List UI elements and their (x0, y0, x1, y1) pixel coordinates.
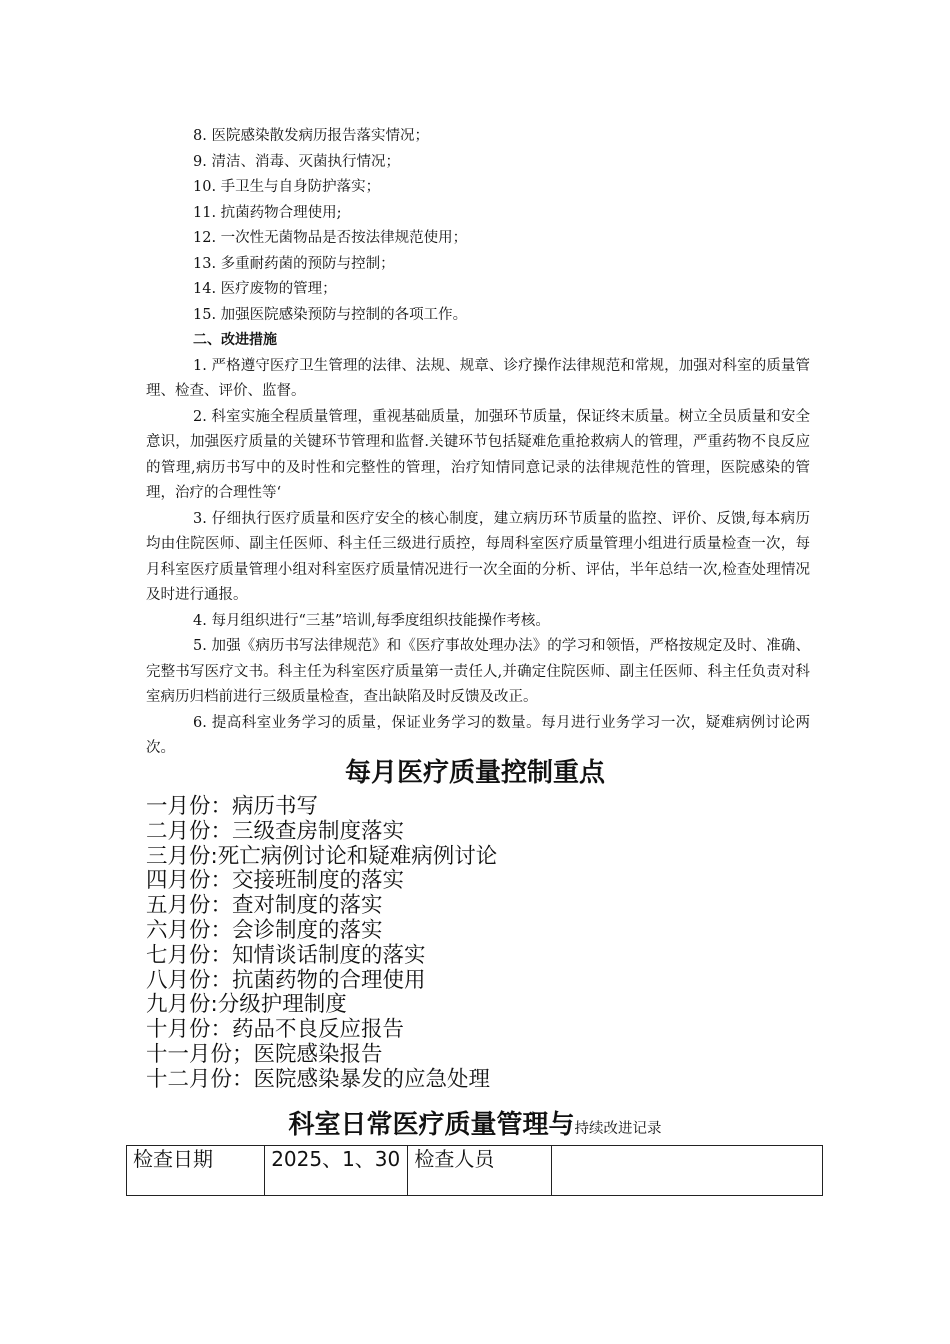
record-title-main: 科室日常医疗质量管理与 (288, 1110, 575, 1140)
month-item: 六月份：会诊制度的落实 (146, 917, 383, 943)
measure-paragraph: 3. 仔细执行医疗质量和医疗安全的核心制度，建立病历环节质量的监控、评价、反馈,每本病历均由住院医师、副主任医师、科主任三级进行质控，每周科室医疗质量管理小组进行质量检查一次，每月科室医疗质量管理小组对科室医疗质量情况进行一次全面的分析、评估，半年总结一次,检查处理情况及时进行通报。 (146, 510, 810, 603)
month-item: 二月份：三级查房制度落实 (146, 818, 405, 844)
measure-paragraph: 4. 每月组织进行“三基”培训,每季度组织技能操作考核。 (193, 612, 550, 629)
month-item: 七月份：知情谈话制度的落实 (146, 942, 426, 968)
list-item: 10. 手卫生与自身防护落实； (193, 179, 381, 195)
inspector-label: 检查人员 (408, 1146, 551, 1196)
monthly-focus-title: 每月医疗质量控制重点 (344, 758, 605, 788)
record-table (126, 1145, 823, 1196)
list-item: 13. 多重耐药菌的预防与控制； (193, 255, 395, 272)
month-list (146, 795, 497, 1093)
month-item: 三月份:死亡病例讨论和疑难病例讨论 (146, 843, 498, 869)
month-item: 五月份：查对制度的落实 (146, 893, 383, 919)
list-item: 12. 一次性无菌物品是否按法律规范使用； (193, 230, 468, 246)
month-item: 八月份：抗菌药物的合理使用 (146, 967, 426, 993)
list-item: 8. 医院感染散发病历报告落实情况； (193, 128, 429, 144)
section-heading: 二、改进措施 (193, 332, 277, 348)
month-item: 四月份：交接班制度的落实 (146, 868, 405, 894)
measure-paragraph: 2. 科室实施全程质量管理，重视基础质量，加强环节质量，保证终末质量。树立全员质量和安全意识，加强医疗质量的关键环节管理和监督.关键环节包括疑难危重抢救病人的管理，严重药物不良反应的管理,病历书写中的及时性和完整性的管理，治疗知情同意记录的法律规范性的管理，医院感染的管理，治疗的合理性等‘ (146, 408, 810, 501)
month-item: 十一月份；医院感染报告 (146, 1041, 383, 1067)
month-item: 十月份：药品不良反应报告 (146, 1017, 405, 1043)
list-item: 14. 医疗废物的管理； (193, 281, 337, 297)
month-item: 九月份:分级护理制度 (146, 992, 347, 1018)
measure-paragraph: 6. 提高科室业务学习的质量，保证业务学习的数量。每月进行业务学习一次，疑难病例讨论两次。 (146, 714, 810, 756)
check-date-label: 检查日期 (127, 1146, 265, 1196)
measure-paragraph: 5. 加强《病历书写法律规范》和《医疗事故处理办法》的学习和领悟，严格按规定及时、准确、完整书写医疗文书。科主任为科室医疗质量第一责任人,并确定住院医师、副主任医师、科主任负责对科室病历归档前进行三级质量检查，查出缺陷及时反馈及改正。 (146, 638, 810, 705)
inspector-value (551, 1146, 822, 1196)
record-title (0, 1104, 950, 1141)
record-title-sub: 持续改进记录 (574, 1121, 662, 1137)
table-row (127, 1146, 823, 1196)
list-item: 9. 清洁、消毒、灭菌执行情况； (193, 153, 400, 170)
list-item: 11. 抗菌药物合理使用; (193, 204, 342, 221)
measure-paragraph: 1. 严格遵守医疗卫生管理的法律、法规、规章、诊疗操作法律规范和常规，加强对科室的质量管理、检查、评价、监督。 (146, 357, 810, 399)
list-item: 15. 加强医院感染预防与控制的各项工作。 (193, 306, 468, 323)
text-block (146, 124, 810, 762)
check-date-value: 2025、1、30 (265, 1146, 408, 1196)
month-item: 十二月份：医院感染暴发的应急处理 (146, 1066, 491, 1092)
month-item: 一月份：病历书写 (146, 794, 319, 819)
